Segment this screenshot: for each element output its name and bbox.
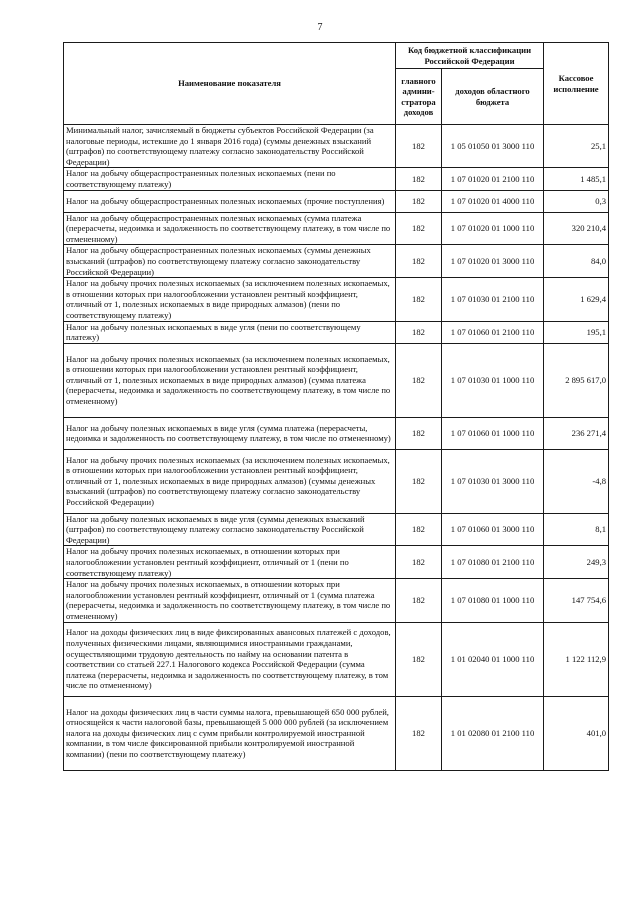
row-execution-amount: 401,0 xyxy=(544,696,609,770)
row-name: Налог на добычу общераспространенных полезных ископаемых (суммы денежных взысканий (штрафов) по соответствующему платежу согласно законодательству Российской Федерации) xyxy=(64,245,396,278)
row-execution-amount: 320 210,4 xyxy=(544,212,609,245)
row-budget-code: 1 07 01030 01 2100 110 xyxy=(442,278,544,321)
row-execution-amount: 1 122 112,9 xyxy=(544,622,609,696)
row-budget-code: 1 07 01060 01 2100 110 xyxy=(442,321,544,343)
row-execution-amount: 1 629,4 xyxy=(544,278,609,321)
row-execution-amount: 0,3 xyxy=(544,190,609,212)
row-execution-amount: 1 485,1 xyxy=(544,168,609,190)
header-code-group: Код бюджетной классификации Российской Федерации xyxy=(396,43,544,69)
table-row xyxy=(64,546,609,579)
row-admin-code: 182 xyxy=(396,449,442,513)
table-row xyxy=(64,417,609,449)
row-execution-amount: -4,8 xyxy=(544,449,609,513)
row-admin-code: 182 xyxy=(396,417,442,449)
table-row xyxy=(64,190,609,212)
table-row xyxy=(64,579,609,622)
row-admin-code: 182 xyxy=(396,168,442,190)
header-execution: Кассовое исполнение xyxy=(544,43,609,125)
row-admin-code: 182 xyxy=(396,696,442,770)
table-row xyxy=(64,513,609,546)
table-row xyxy=(64,245,609,278)
row-name: Налог на добычу прочих полезных ископаемых (за исключением полезных ископаемых, в отношении которых при налогообложении установлен рентный коэффициент, отличный от 1, полезных ископаемых в виде природных алмазов) (сумма платежа (перерасчеты, недоимка и задолженность по соответствующему платежу, в том числе по отмененному) xyxy=(64,343,396,417)
row-execution-amount: 25,1 xyxy=(544,125,609,168)
table-row xyxy=(64,278,609,321)
row-name: Налог на добычу прочих полезных ископаемых (за исключением полезных ископаемых, в отношении которых при налогообложении установлен рентный коэффициент, отличный от 1, полезных ископаемых в виде природных алмазов) (суммы денежных взысканий (штрафов) по соответствующему платежу согласно законодательству Российской Федерации) xyxy=(64,449,396,513)
row-admin-code: 182 xyxy=(396,343,442,417)
row-admin-code: 182 xyxy=(396,579,442,622)
row-name: Налог на добычу общераспространенных полезных ископаемых (сумма платежа (перерасчеты, недоимка и задолженность по соответствующему платежу, в том числе по отмененному) xyxy=(64,212,396,245)
header-income: доходов областного бюджета xyxy=(442,69,544,125)
row-admin-code: 182 xyxy=(396,546,442,579)
row-budget-code: 1 07 01020 01 2100 110 xyxy=(442,168,544,190)
row-budget-code: 1 07 01060 01 1000 110 xyxy=(442,417,544,449)
row-name: Налог на добычу прочих полезных ископаемых, в отношении которых при налогообложении установлен рентный коэффициент, отличный от 1 (сумма платежа (перерасчеты, недоимка и задолженность по соответствующему платежу, в том числе по отмененному) xyxy=(64,579,396,622)
row-name: Налог на доходы физических лиц в виде фиксированных авансовых платежей с доходов, полученных физическими лицами, являющимися иностранными гражданами, осуществляющими трудовую деятельность по найму на основании патента в соответствии со статьей 227.1 Налогового кодекса Российской Федерации (сумма платежа (перерасчеты, недоимка и задолженность по соответствующему платежу, в том числе по отмененному) xyxy=(64,622,396,696)
row-budget-code: 1 05 01050 01 3000 110 xyxy=(442,125,544,168)
row-name: Налог на добычу полезных ископаемых в виде угля (сумма платежа (перерасчеты, недоимка и задолженность по соответствующему платежу, в том числе по отмененному) xyxy=(64,417,396,449)
row-execution-amount: 236 271,4 xyxy=(544,417,609,449)
row-execution-amount: 195,1 xyxy=(544,321,609,343)
row-admin-code: 182 xyxy=(396,513,442,546)
row-execution-amount: 249,3 xyxy=(544,546,609,579)
table-row xyxy=(64,622,609,696)
table-row xyxy=(64,449,609,513)
row-admin-code: 182 xyxy=(396,212,442,245)
row-budget-code: 1 07 01030 01 1000 110 xyxy=(442,343,544,417)
row-budget-code: 1 07 01020 01 3000 110 xyxy=(442,245,544,278)
table-row xyxy=(64,696,609,770)
row-budget-code: 1 07 01020 01 4000 110 xyxy=(442,190,544,212)
row-admin-code: 182 xyxy=(396,190,442,212)
row-name: Налог на доходы физических лиц в части суммы налога, превышающей 650 000 рублей, относящейся к части налоговой базы, превышающей 5 000 000 рублей (за исключением налога на доходы физических лиц с сумм прибыли контролируемой иностранной компании, в том числе фиксированной прибыли контролируемой иностранной компании) (пени по соответствующему платежу) xyxy=(64,696,396,770)
header-name: Наименование показателя xyxy=(64,43,396,125)
row-admin-code: 182 xyxy=(396,245,442,278)
row-name: Налог на добычу прочих полезных ископаемых, в отношении которых при налогообложении установлен рентный коэффициент, отличный от 1 (пени по соответствующему платежу) xyxy=(64,546,396,579)
row-name: Налог на добычу общераспространенных полезных ископаемых (прочие поступления) xyxy=(64,190,396,212)
table-body xyxy=(64,125,609,771)
row-name: Налог на добычу полезных ископаемых в виде угля (суммы денежных взысканий (штрафов) по соответствующему платежу согласно законодательству Российской Федерации) xyxy=(64,513,396,546)
row-execution-amount: 84,0 xyxy=(544,245,609,278)
row-execution-amount: 147 754,6 xyxy=(544,579,609,622)
budget-execution-table xyxy=(63,42,609,771)
table-row xyxy=(64,212,609,245)
table-row xyxy=(64,168,609,190)
row-admin-code: 182 xyxy=(396,622,442,696)
page-number: 7 xyxy=(317,22,323,33)
row-admin-code: 182 xyxy=(396,125,442,168)
row-execution-amount: 2 895 617,0 xyxy=(544,343,609,417)
row-budget-code: 1 07 01080 01 2100 110 xyxy=(442,546,544,579)
row-name: Налог на добычу полезных ископаемых в виде угля (пени по соответствующему платежу) xyxy=(64,321,396,343)
table-row xyxy=(64,321,609,343)
row-budget-code: 1 07 01030 01 3000 110 xyxy=(442,449,544,513)
row-budget-code: 1 01 02040 01 1000 110 xyxy=(442,622,544,696)
row-budget-code: 1 07 01060 01 3000 110 xyxy=(442,513,544,546)
row-name: Минимальный налог, зачисляемый в бюджеты субъектов Российской Федерации (за налоговые периоды, истекшие до 1 января 2016 года) (суммы денежных взысканий (штрафов) по соответствующему платежу согласно законодательству Российской Федерации) xyxy=(64,125,396,168)
header-admin: главного админи-стратора доходов xyxy=(396,69,442,125)
row-execution-amount: 8,1 xyxy=(544,513,609,546)
table-row xyxy=(64,343,609,417)
table-row xyxy=(64,125,609,168)
row-budget-code: 1 01 02080 01 2100 110 xyxy=(442,696,544,770)
row-name: Налог на добычу общераспространенных полезных ископаемых (пени по соответствующему платежу) xyxy=(64,168,396,190)
row-admin-code: 182 xyxy=(396,321,442,343)
row-name: Налог на добычу прочих полезных ископаемых (за исключением полезных ископаемых, в отношении которых при налогообложении установлен рентный коэффициент, отличный от 1, полезных ископаемых в виде природных алмазов) (пени по соответствующему платежу) xyxy=(64,278,396,321)
row-admin-code: 182 xyxy=(396,278,442,321)
row-budget-code: 1 07 01020 01 1000 110 xyxy=(442,212,544,245)
row-budget-code: 1 07 01080 01 1000 110 xyxy=(442,579,544,622)
